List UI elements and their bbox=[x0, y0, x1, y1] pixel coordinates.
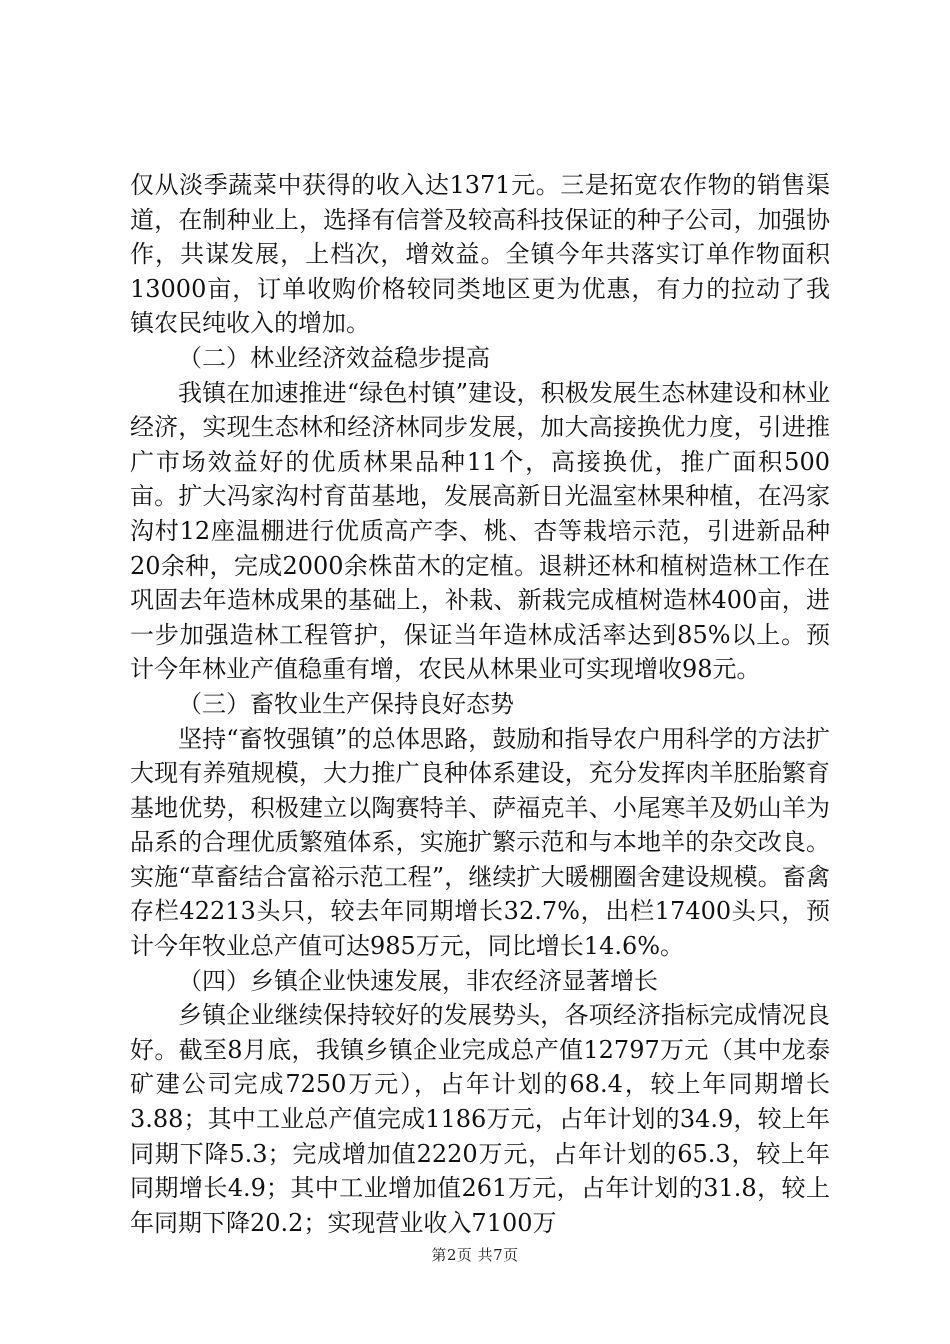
document-body bbox=[130, 168, 830, 1240]
section-heading-forestry: （二）林业经济效益稳步提高 bbox=[178, 343, 490, 372]
section-heading-livestock: （三）畜牧业生产保持良好态势 bbox=[178, 689, 514, 718]
paragraph-livestock: 坚持“畜牧强镇”的总体思路，鼓励和指导农户用科学的方法扩大现有养殖规模，大力推广良种体系建设，充分发挥肉羊胚胎繁育基地优势，积极建立以陶赛特羊、萨福克羊、小尾寒羊及奶山羊为品系的合理优质繁殖体系，实施扩繁示范和与本地羊的杂交改良。实施“草畜结合富裕示范工程”，继续扩大暖棚圈舍建设规模。畜禽存栏42213头只，较去年同期增长32.7%，出栏17400头只，预计今年牧业总产值可达985万元，同比增长14.6%。 bbox=[130, 724, 830, 961]
section-heading-enterprise: （四）乡镇企业快速发展，非农经济显著增长 bbox=[178, 966, 658, 995]
page-number-footer: 第2页 共7页 bbox=[431, 1246, 519, 1264]
paragraph-enterprise: 乡镇企业继续保持较好的发展势头，各项经济指标完成情况良好。截至8月底，我镇乡镇企业完成总产值12797万元（其中龙泰矿建公司完成7250万元），占年计划的68.4，较上年同期增长3.88；其中工业总产值完成1186万元，占年计划的34.9，较上年同期下降5.3；完成增加值2220万元，占年计划的65.3，较上年同期增长4.9；其中工业增加值261万元，占年计划的31.8，较上年同期下降20.2；实现营业收入7100万 bbox=[130, 1001, 830, 1237]
paragraph-forestry: 我镇在加速推进“绿色村镇”建设，积极发展生态林建设和林业经济，实现生态林和经济林同步发展，加大高接换优力度，引进推广市场效益好的优质林果品种11个，高接换优，推广面积500亩。扩大冯家沟村育苗基地，发展高新日光温室林果种植，在冯家沟村12座温棚进行优质高产李、桃、杏等栽培示范，引进新品种20余种，完成2000余株苗木的定植。退耕还林和植树造林工作在巩固去年造林成果的基础上，补栽、新栽完成植树造林400亩，进一步加强造林工程管护，保证当年造林成活率达到85%以上。预计今年林业产值稳重有增，农民从林果业可实现增收98元。 bbox=[130, 378, 830, 684]
paragraph-continuation: 仅从淡季蔬菜中获得的收入达1371元。三是拓宽农作物的销售渠道，在制种业上，选择有信誉及较高科技保证的种子公司，加强协作，共谋发展，上档次，增效益。全镇今年共落实订单作物面积13000亩，订单收购价格较同类地区更为优惠，有力的拉动了我镇农民纯收入的增加。 bbox=[130, 171, 830, 338]
